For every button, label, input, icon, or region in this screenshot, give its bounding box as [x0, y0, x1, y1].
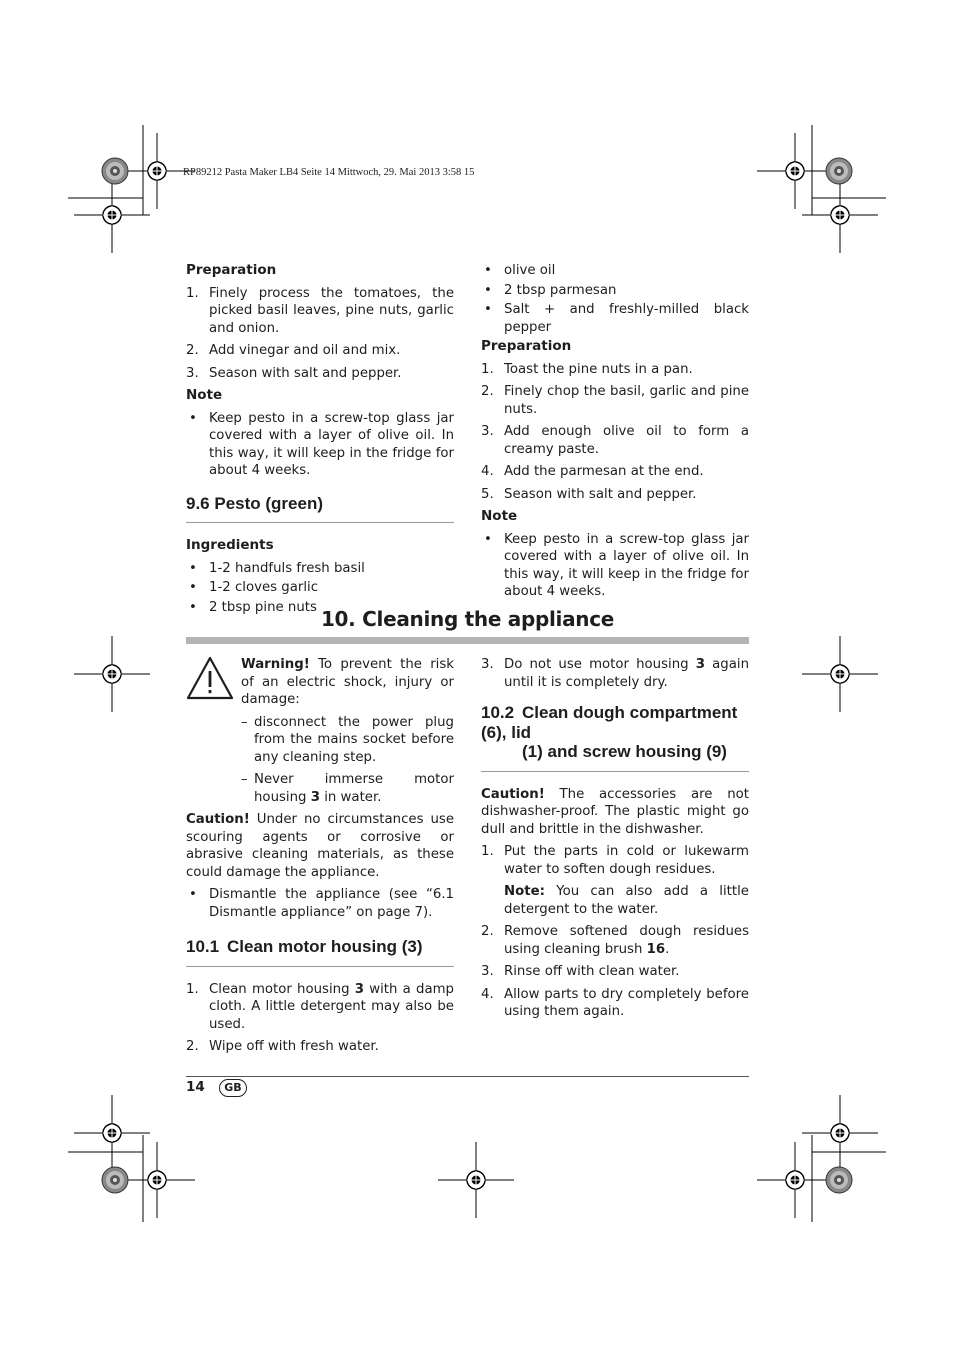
- list-item: • Keep pesto in a screw-top glass jar covered with a layer of olive oil. In this way, it will keep in the fridge for about 4 weeks.: [484, 531, 749, 599]
- preparation-title: Preparation: [481, 338, 572, 354]
- top-right-column: [481, 262, 749, 606]
- preparation-steps: [186, 285, 454, 383]
- footer-rule: [186, 1076, 749, 1077]
- dismantle-list: [186, 886, 454, 921]
- note-title: Note: [481, 508, 518, 524]
- list-item: • 1-2 handfuls fresh basil: [189, 560, 365, 576]
- list-item: – disconnect the power plug from the mains socket before any cleaning step.: [241, 714, 454, 765]
- list-item: • Salt + and freshly-milled black pepper: [484, 302, 749, 335]
- preparation-title: Preparation: [186, 262, 277, 278]
- warning-triangle-icon: [186, 656, 234, 700]
- note-items: [481, 531, 749, 601]
- top-left-column: [186, 262, 454, 621]
- list-item: – Never immerse motor housing 3 in water.: [241, 772, 454, 805]
- ingredients-list-cont: [481, 262, 749, 336]
- note-title: Note: [186, 387, 223, 403]
- chapter-heading-rule: [186, 637, 749, 644]
- warning-box: [186, 656, 454, 806]
- list-item: 1. Clean motor housing 3 with a damp cloth. A little detergent may also be used.: [186, 981, 454, 1032]
- motor-housing-steps: [186, 981, 454, 1056]
- warning-list: [241, 714, 454, 807]
- list-item: • 1-2 cloves garlic: [189, 580, 319, 595]
- list-item: 1. Put the parts in cold or lukewarm water to soften dough residues.: [481, 844, 749, 877]
- list-item: 2. Wipe off with fresh water.: [186, 1039, 379, 1054]
- list-item: 5. Season with salt and pepper.: [481, 486, 697, 502]
- list-item: • olive oil: [484, 263, 556, 278]
- bottom-left-column: [186, 656, 454, 1061]
- caution-text: Caution! Under no circumstances use scouring agents or corrosive or abrasive cleaning materials, as these could damage the appliance.: [186, 812, 454, 880]
- motor-housing-steps-cont: [481, 656, 749, 691]
- list-item: 4. Allow parts to dry completely before using them again.: [481, 986, 749, 1019]
- page-number: 14: [186, 1079, 205, 1095]
- preparation-steps: [481, 361, 749, 504]
- bottom-right-column: [481, 656, 749, 1026]
- warning-text: Warning! To prevent the risk of an electric shock, injury or damage:: [241, 657, 454, 707]
- list-item: • Dismantle the appliance (see “6.1 Dismantle appliance” on page 7).: [189, 887, 454, 920]
- list-item: 1. Finely process the tomatoes, the picked basil leaves, pine nuts, garlic and onion.: [186, 285, 454, 336]
- list-item: • Keep pesto in a screw-top glass jar covered with a layer of olive oil. In this way, it will keep in the fridge for about 4 weeks.: [189, 410, 454, 478]
- list-item: 2. Remove softened dough residues using cleaning brush 16.: [481, 924, 749, 957]
- list-item: • 2 tbsp pine nuts: [189, 599, 317, 615]
- language-badge: GB: [219, 1079, 247, 1097]
- list-item: 3. Do not use motor housing 3 again until it is completely dry.: [481, 657, 749, 690]
- note-items: [186, 410, 454, 480]
- caution-text: Caution! The accessories are not dishwasher-proof. The plastic might go dull and brittle in the dishwasher.: [481, 786, 749, 837]
- dough-compartment-steps: [481, 843, 749, 878]
- list-item: • 2 tbsp parmesan: [484, 282, 617, 298]
- ingredients-title: Ingredients: [186, 537, 274, 553]
- list-item: 3. Rinse off with clean water.: [481, 964, 680, 979]
- list-item: 3. Season with salt and pepper.: [186, 365, 402, 381]
- print-header: RP89212 Pasta Maker LB4 Seite 14 Mittwoch, 29. Mai 2013 3:58 15: [183, 167, 475, 178]
- section-heading-10-2: 10.2 Clean dough compartment (6), lid (1) and screw housing (9): [481, 703, 749, 772]
- list-item: 2. Add vinegar and oil and mix.: [186, 343, 401, 358]
- list-item: 2. Finely chop the basil, garlic and pine nuts.: [481, 384, 749, 417]
- chapter-heading: 10. Cleaning the appliance: [320, 607, 615, 631]
- section-heading-9-6: 9.6 Pesto (green): [186, 494, 454, 524]
- note-text: Note: You can also add a little detergent to the water.: [504, 884, 749, 917]
- list-item: 4. Add the parmesan at the end.: [481, 464, 704, 479]
- section-heading-10-1: 10.1 Clean motor housing (3): [186, 937, 454, 967]
- dough-compartment-steps-cont: [481, 923, 749, 1021]
- list-item: 3. Add enough olive oil to form a creamy paste.: [481, 424, 749, 457]
- list-item: 1. Toast the pine nuts in a pan.: [481, 361, 693, 377]
